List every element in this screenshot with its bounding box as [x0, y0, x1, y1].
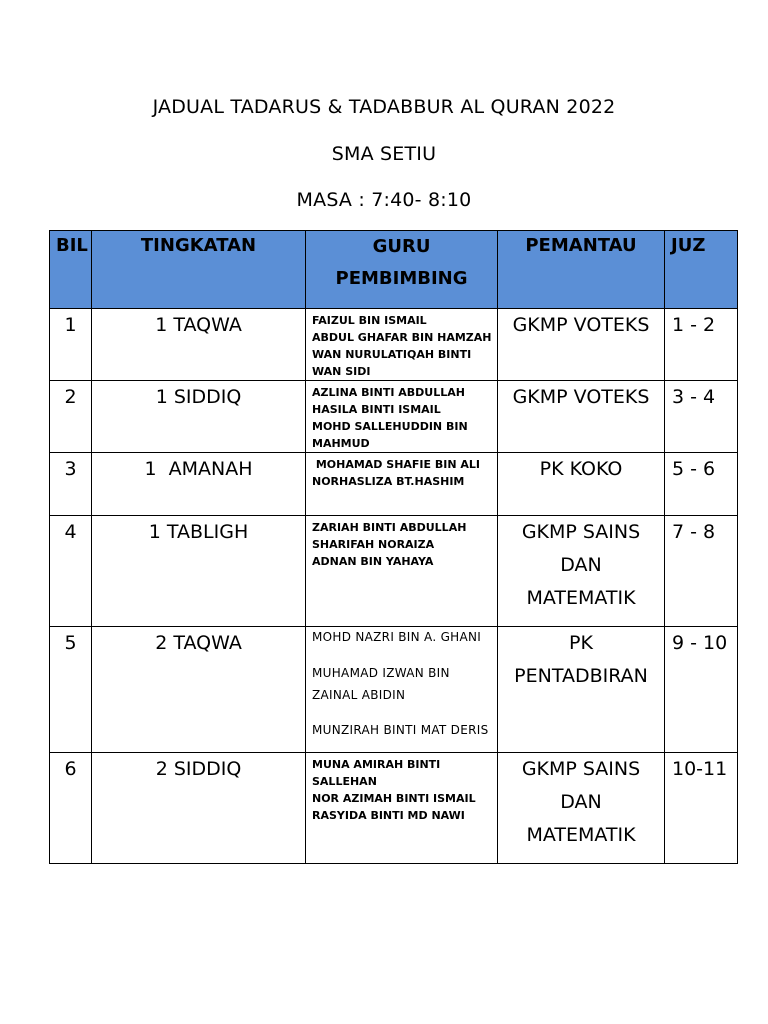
- table-row: [50, 627, 738, 753]
- cell-bil: 4: [50, 516, 92, 627]
- cell-juz: 7 - 8: [665, 516, 738, 627]
- cell-pemantau: GKMP VOTEKS: [498, 381, 665, 453]
- cell-tingkatan: 1 AMANAH: [92, 453, 306, 516]
- cell-tingkatan: 2 TAQWA: [92, 627, 306, 753]
- teacher-name: MOHD NAZRI BIN A. GHANI: [312, 630, 482, 644]
- table-row: [50, 381, 738, 453]
- table-row: [50, 453, 738, 516]
- cell-tingkatan: 1 SIDDIQ: [92, 381, 306, 453]
- cell-pemantau: GKMP VOTEKS: [498, 309, 665, 381]
- document-title: JADUAL TADARUS & TADABBUR AL QURAN 2022: [152, 96, 616, 118]
- school-name: SMA SETIU: [331, 143, 437, 165]
- cell-pemantau: PK KOKO: [498, 453, 665, 516]
- teacher-name: NOR AZIMAH BINTI ISMAIL: [312, 792, 476, 805]
- cell-juz: 1 - 2: [665, 309, 738, 381]
- column-header-bil: BIL: [50, 231, 92, 309]
- cell-guru: [306, 753, 498, 864]
- table-row: [50, 309, 738, 381]
- teacher-name: MOHD SALLEHUDDIN BIN MAHMUD: [312, 420, 468, 450]
- column-header-pemantau: PEMANTAU: [498, 231, 665, 309]
- teacher-name: MUNZIRAH BINTI MAT DERIS: [312, 723, 489, 737]
- cell-bil: 5: [50, 627, 92, 753]
- teacher-name: MUHAMAD IZWAN BIN ZAINAL ABIDIN: [312, 666, 450, 702]
- teacher-name: ADNAN BIN YAHAYA: [312, 555, 434, 568]
- cell-guru: [306, 309, 498, 381]
- column-header-tingkatan: TINGKATAN: [92, 231, 306, 309]
- teacher-name: FAIZUL BIN ISMAIL: [312, 314, 427, 327]
- teacher-name: WAN NURULATIQAH BINTI WAN SIDI: [312, 348, 472, 378]
- teacher-name: MUNA AMIRAH BINTI SALLEHAN: [312, 758, 441, 788]
- cell-juz: 5 - 6: [665, 453, 738, 516]
- cell-juz: 10-11: [665, 753, 738, 864]
- cell-pemantau: PK PENTADBIRAN: [498, 627, 665, 753]
- cell-guru: [306, 627, 498, 753]
- table-header-row: [50, 231, 738, 309]
- cell-pemantau: GKMP SAINS DAN MATEMATIK: [498, 753, 665, 864]
- cell-tingkatan: 2 SIDDIQ: [92, 753, 306, 864]
- table-row: [50, 516, 738, 627]
- cell-guru: [306, 453, 498, 516]
- teacher-name: ZARIAH BINTI ABDULLAH: [312, 521, 467, 534]
- cell-pemantau: GKMP SAINS DAN MATEMATIK: [498, 516, 665, 627]
- teacher-name: AZLINA BINTI ABDULLAH: [312, 386, 465, 399]
- cell-bil: 2: [50, 381, 92, 453]
- teacher-name: RASYIDA BINTI MD NAWI: [312, 809, 465, 822]
- table-row: [50, 753, 738, 864]
- schedule-table: [49, 230, 738, 864]
- column-header-guru-pembimbing: GURU PEMBIMBING: [306, 231, 498, 309]
- cell-juz: 3 - 4: [665, 381, 738, 453]
- column-header-juz: JUZ: [665, 231, 738, 309]
- teacher-name: HASILA BINTI ISMAIL: [312, 403, 441, 416]
- cell-bil: 3: [50, 453, 92, 516]
- teacher-name: SHARIFAH NORAIZA: [312, 538, 435, 551]
- cell-tingkatan: 1 TABLIGH: [92, 516, 306, 627]
- cell-guru: [306, 516, 498, 627]
- teacher-name: MOHAMAD SHAFIE BIN ALI: [312, 458, 480, 471]
- cell-bil: 1: [50, 309, 92, 381]
- cell-bil: 6: [50, 753, 92, 864]
- teacher-name: ABDUL GHAFAR BIN HAMZAH: [312, 331, 492, 344]
- session-time: MASA : 7:40- 8:10: [296, 189, 472, 211]
- cell-tingkatan: 1 TAQWA: [92, 309, 306, 381]
- teacher-name: NORHASLIZA BT.HASHIM: [312, 475, 465, 488]
- cell-juz: 9 - 10: [665, 627, 738, 753]
- cell-guru: [306, 381, 498, 453]
